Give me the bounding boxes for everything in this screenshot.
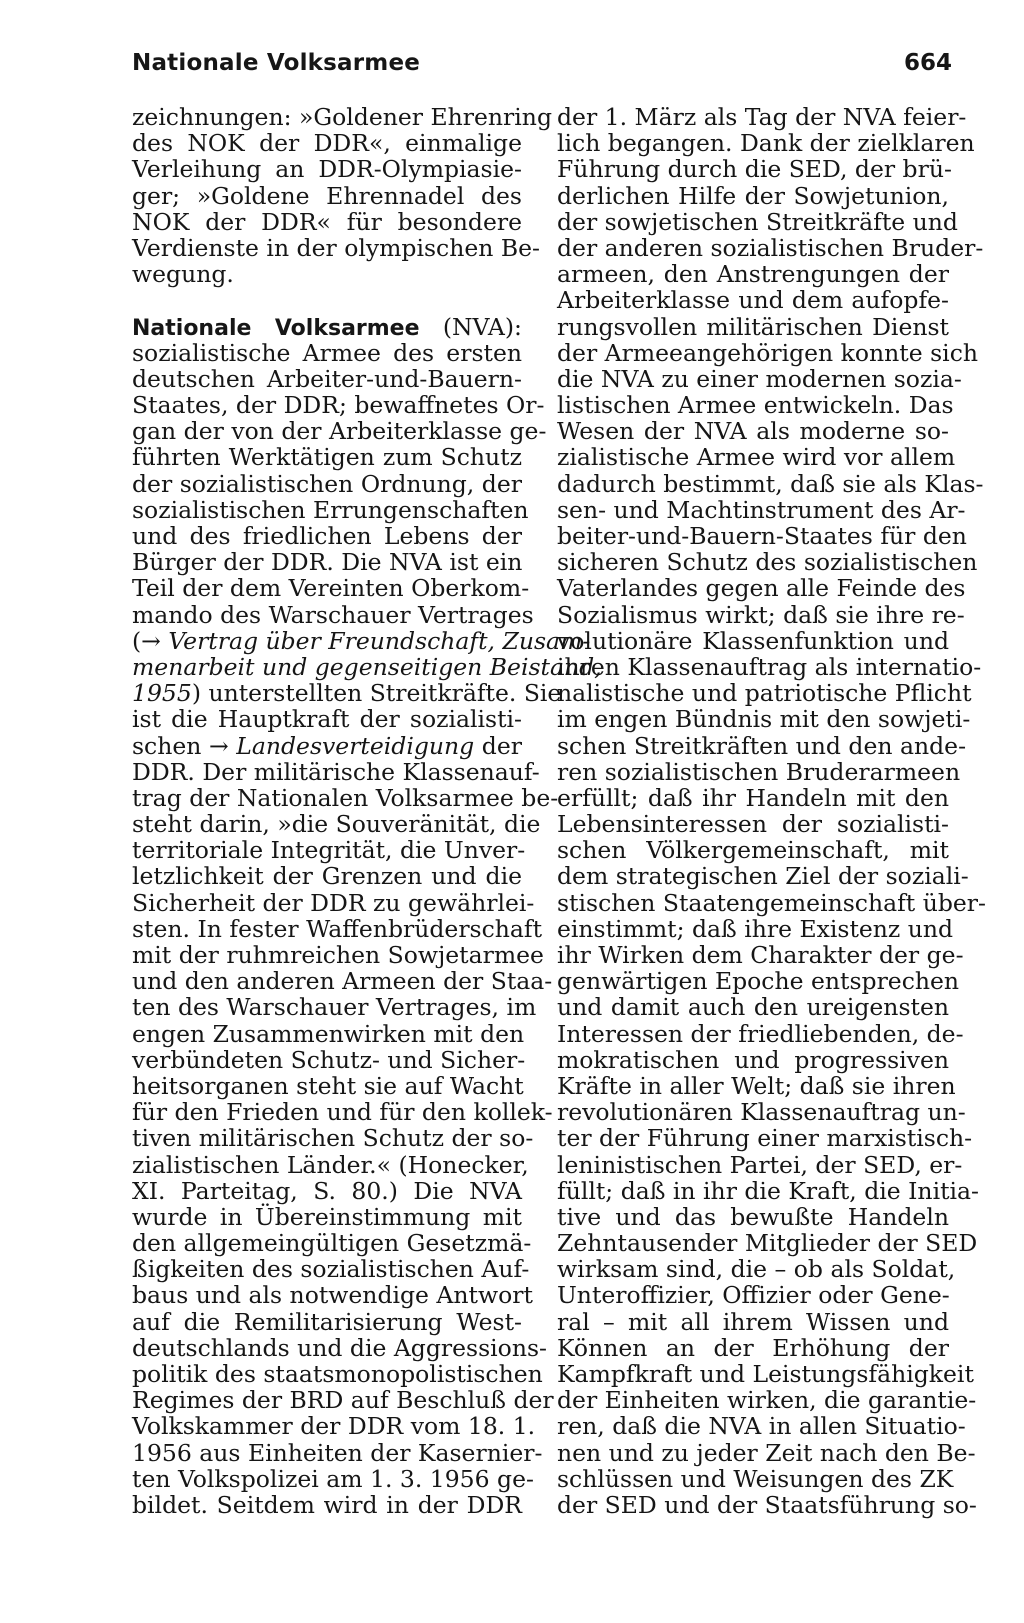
text-line: ihr Wirken dem Charakter der ge- bbox=[557, 941, 964, 969]
text-line: politik des staatsmonopolistischen bbox=[132, 1360, 543, 1388]
text-line: führten Werktätigen zum Schutz bbox=[132, 443, 522, 472]
text-line: Volkskammer der DDR vom 18. 1. bbox=[132, 1412, 536, 1441]
text-line: beiter-und-Bauern-Staates für den bbox=[557, 522, 967, 550]
cross-reference-link[interactable]: menarbeit und gegenseitigen Beistand, bbox=[132, 652, 602, 681]
text-line: wurde in Übereinstimmung mit bbox=[132, 1202, 522, 1231]
text-line: ten des Warschauer Vertrages, im bbox=[132, 993, 537, 1022]
text-line: mokratischen und progressiven bbox=[557, 1045, 949, 1074]
text-line: ßigkeiten des sozialistischen Auf- bbox=[132, 1255, 530, 1284]
text-line: schen Völkergemeinschaft, mit bbox=[557, 836, 949, 865]
text-line: sozialistischen Errungenschaften bbox=[132, 495, 529, 524]
text-line: ist die Hauptkraft der sozialisti- bbox=[132, 705, 522, 734]
text-line: Zehntausender Mitglieder der SED bbox=[557, 1229, 978, 1258]
text-line: und den anderen Armeen der Staa- bbox=[132, 967, 553, 996]
text-line: Verleihung an DDR-Olympiasie- bbox=[132, 155, 522, 184]
text-line: sicheren Schutz des sozialistischen bbox=[557, 548, 978, 577]
text-line: Verdienste in der olympischen Be- bbox=[132, 233, 540, 262]
page-number: 664 bbox=[903, 50, 952, 76]
text-line: füllt; daß in ihr die Kraft, die Initia- bbox=[557, 1176, 979, 1205]
text-line: verbündeten Schutz- und Sicher- bbox=[132, 1045, 526, 1074]
previous-entry-continuation bbox=[132, 103, 552, 289]
text-line: stischen Staatengemeinschaft über- bbox=[557, 888, 986, 917]
text-line: trag der Nationalen Volksarmee be- bbox=[132, 783, 559, 812]
entry-term: Nationale Volksarmee bbox=[132, 315, 420, 341]
text-line: gan der von der Arbeiterklasse ge- bbox=[132, 417, 547, 446]
text-line: Sozialismus wirkt; daß sie ihre re- bbox=[557, 600, 965, 629]
text-line: Bürger der DDR. Die NVA ist ein bbox=[132, 548, 523, 577]
text-line: Lebensinteressen der sozialisti- bbox=[557, 810, 949, 839]
text-line: sten. In fester Waffenbrüderschaft bbox=[132, 914, 543, 943]
text-line: der SED und der Staatsführung so- bbox=[557, 1490, 977, 1519]
entry-body-continuation bbox=[557, 103, 986, 1519]
entry-body-part-2 bbox=[132, 757, 559, 1519]
cross-reference-arrow: (→ bbox=[132, 626, 161, 655]
text-span: der bbox=[481, 731, 522, 760]
text-line: und damit auch den ureigensten bbox=[557, 993, 949, 1022]
text-line: deutschen Arbeiter-und-Bauern- bbox=[132, 364, 522, 393]
text-line bbox=[132, 626, 591, 655]
text-line: und des friedlichen Lebens der bbox=[132, 522, 522, 550]
text-line: ren sozialistischen Bruderarmeen bbox=[557, 757, 961, 786]
text-line: schen Streitkräften und den ande- bbox=[557, 731, 967, 760]
text-line: Kampfkraft und Leistungsfähigkeit bbox=[557, 1360, 974, 1388]
text-line: Führung durch die SED, der brü- bbox=[557, 155, 952, 184]
paragraph-gap bbox=[132, 287, 522, 313]
text-line bbox=[132, 733, 522, 759]
text-span: ) unterstellten Streitkräfte. Sie bbox=[191, 679, 562, 708]
text-line: XI. Parteitag, S. 80.) Die NVA bbox=[132, 1176, 522, 1205]
left-column bbox=[132, 103, 602, 1519]
text-line: genwärtigen Epoche entsprechen bbox=[557, 967, 960, 996]
text-line: DDR. Der militärische Klassenauf- bbox=[132, 757, 540, 786]
text-line: baus und als notwendige Antwort bbox=[132, 1281, 533, 1310]
text-line: der 1. März als Tag der NVA feier- bbox=[557, 103, 967, 131]
text-line: rungsvollen militärischen Dienst bbox=[557, 312, 949, 341]
text-line: Teil der dem Vereinten Oberkom- bbox=[132, 574, 530, 603]
text-line: zeichnungen: »Goldener Ehrenring bbox=[132, 103, 552, 131]
text-line: revolutionären Klassenauftrag un- bbox=[557, 1098, 966, 1127]
text-line: einstimmt; daß ihre Existenz und bbox=[557, 914, 954, 943]
text-line: mando des Warschauer Vertrages bbox=[132, 600, 534, 629]
text-line: Kräfte in aller Welt; daß sie ihren bbox=[557, 1071, 956, 1100]
text-line: steht darin, »die Souveränität, die bbox=[132, 810, 541, 839]
text-line: ter der Führung einer marxistisch- bbox=[557, 1124, 973, 1153]
text-line: die NVA zu einer modernen sozia- bbox=[557, 364, 962, 393]
text-line: sen- und Machtinstrument des Ar- bbox=[557, 495, 966, 524]
text-line: lich begangen. Dank der zielklaren bbox=[557, 129, 975, 158]
text-line: deutschlands und die Aggressions- bbox=[132, 1333, 547, 1362]
text-line: Können an der Erhöhung der bbox=[557, 1333, 949, 1362]
text-line: ral – mit all ihrem Wissen und bbox=[557, 1307, 949, 1336]
text-line: dadurch bestimmt, daß sie als Klas- bbox=[557, 469, 984, 498]
text-line: sozialistische Armee des ersten bbox=[132, 338, 522, 367]
text-line: der sozialistischen Ordnung, der bbox=[132, 469, 522, 498]
text-line: armeen, den Anstrengungen der bbox=[557, 260, 949, 289]
text-line: heitsorganen steht sie auf Wacht bbox=[132, 1071, 524, 1100]
text-line: ihren Klassenauftrag als internatio- bbox=[557, 652, 982, 681]
text-line: nalistische und patriotische Pflicht bbox=[557, 679, 972, 708]
text-line: wegung. bbox=[132, 260, 234, 289]
entry-body-part-1 bbox=[132, 338, 547, 629]
text-line: NOK der DDR« für besondere bbox=[132, 207, 522, 236]
text-line: Staates, der DDR; bewaffnetes Or- bbox=[132, 391, 545, 420]
text-line: leninistischen Partei, der SED, er- bbox=[557, 1150, 963, 1179]
text-line: tive und das bewußte Handeln bbox=[557, 1202, 949, 1231]
text-line: erfüllt; daß ihr Handeln mit den bbox=[557, 783, 949, 812]
text-line: dem strategischen Ziel der soziali- bbox=[557, 862, 969, 891]
text-line: den allgemeingültigen Gesetzmä- bbox=[132, 1229, 532, 1258]
entry-abbreviation: (NVA): bbox=[442, 312, 522, 341]
text-line: Arbeiterklasse und dem aufopfe- bbox=[557, 286, 949, 315]
text-line: für den Frieden und für den kollek- bbox=[132, 1098, 553, 1127]
text-line: Wesen der NVA als moderne so- bbox=[557, 417, 949, 446]
text-line: bildet. Seitdem wird in der DDR bbox=[132, 1490, 522, 1519]
text-line: im engen Bündnis mit den sowjeti- bbox=[557, 705, 971, 734]
text-line: territoriale Integrität, die Unver- bbox=[132, 836, 526, 865]
text-line bbox=[132, 652, 602, 681]
text-line: letzlichkeit der Grenzen und die bbox=[132, 862, 522, 891]
text-line: engen Zusammenwirken mit den bbox=[132, 1019, 525, 1048]
cross-reference-arrow: schen → bbox=[132, 731, 229, 760]
text-line: tiven militärischen Schutz der so- bbox=[132, 1124, 534, 1153]
text-line: der Einheiten wirken, die garantie- bbox=[557, 1386, 977, 1415]
text-line: ren, daß die NVA in allen Situatio- bbox=[557, 1412, 966, 1441]
text-line: ten Volkspolizei am 1. 3. 1956 ge- bbox=[132, 1464, 534, 1493]
running-header-title: Nationale Volksarmee bbox=[132, 50, 421, 76]
text-line: Vaterlandes gegen alle Feinde des bbox=[557, 574, 966, 603]
cross-reference-link[interactable]: 1955 bbox=[132, 679, 192, 708]
cross-reference-link[interactable]: Landesverteidigung bbox=[236, 731, 475, 760]
text-line: Sicherheit der DDR zu gewährlei- bbox=[132, 888, 535, 917]
entry-heading-line bbox=[132, 314, 522, 340]
text-line: wirksam sind, die – ob als Soldat, bbox=[557, 1255, 956, 1284]
text-line: auf die Remilitarisierung West- bbox=[132, 1307, 522, 1336]
text-line: der sowjetischen Streitkräfte und bbox=[557, 207, 958, 236]
text-line: zialistischen Länder.« (Honecker, bbox=[132, 1150, 529, 1179]
text-line: Unteroffizier, Offizier oder Gene- bbox=[557, 1281, 950, 1310]
text-line: der anderen sozialistischen Bruder- bbox=[557, 233, 984, 262]
text-line: listischen Armee entwickeln. Das bbox=[557, 391, 954, 420]
text-line: nen und zu jeder Zeit nach den Be- bbox=[557, 1438, 976, 1467]
text-line: schlüssen und Weisungen des ZK bbox=[557, 1464, 954, 1493]
cross-reference-link[interactable]: Vertrag über Freundschaft, Zusam- bbox=[168, 626, 591, 655]
text-line: mit der ruhmreichen Sowjetarmee bbox=[132, 941, 544, 969]
text-line: der Armeeangehörigen konnte sich bbox=[557, 338, 978, 367]
text-line bbox=[132, 679, 562, 708]
text-line: Interessen der friedliebenden, de- bbox=[557, 1019, 964, 1048]
right-column bbox=[557, 103, 986, 1519]
text-line: derlichen Hilfe der Sowjetunion, bbox=[557, 181, 949, 210]
text-line: volutionäre Klassenfunktion und bbox=[557, 626, 949, 655]
text-line: des NOK der DDR«, einmalige bbox=[132, 129, 522, 158]
text-line: zialistische Armee wird vor allem bbox=[557, 443, 956, 472]
text-line: Regimes der BRD auf Beschluß der bbox=[132, 1386, 554, 1415]
text-line: 1956 aus Einheiten der Kasernier- bbox=[132, 1438, 543, 1467]
text-line: ger; »Goldene Ehrennadel des bbox=[132, 181, 522, 210]
